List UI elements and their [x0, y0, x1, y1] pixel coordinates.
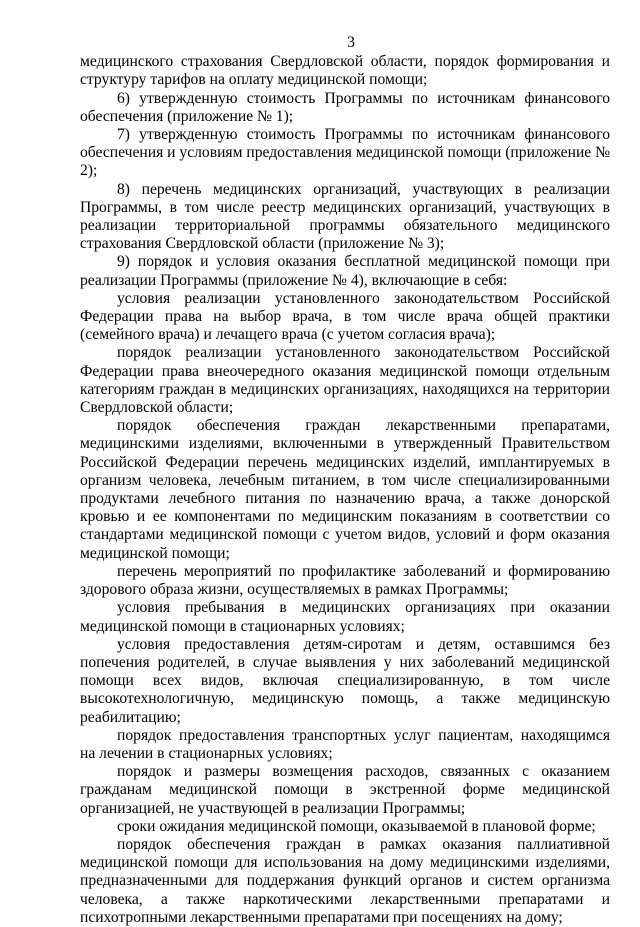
page-number: 3 [347, 34, 355, 51]
paragraph-priority-care: порядок реализации установленного законодательством Российской Федерации права внеочередного оказания медицинской помощи отдельным категориям граждан в медицинских организациях, находящихся на территории Свердловской области; [80, 344, 610, 417]
paragraph-transport: порядок предоставления транспортных услуг пациентам, находящимся на лечении в стационарных условиях; [80, 726, 610, 762]
paragraph-emergency-costs: порядок и размеры возмещения расходов, связанных с оказанием гражданам медицинской помощи в экстренной форме медицинской организацией, не участвующей в реализации Программы; [80, 763, 610, 817]
paragraph-orphans-care: условия предоставления детям-сиротам и детям, оставшимся без попечения родителей, в случае выявления у них заболеваний медицинской помощи всех видов, включая специализированную, в том числе высокотехнологичную, медицинскую помощь, а также медицинскую реабилитацию; [80, 635, 610, 726]
paragraph-medication-supply: порядок обеспечения граждан лекарственными препаратами, медицинскими изделиями, включенными в утвержденный Правительством Российской Федерации перечень медицинских изделий, имплантируемых в организм человека, лечебным питанием, в том числе специализированными продуктами лечебного питания по назначению врача, а также донорской кровью и ее компонентами по медицинским показаниям в соответствии со стандартами медицинской помощи с учетом видов, условий и форм оказания медицинской помощи; [80, 417, 610, 562]
paragraph-prevention: перечень мероприятий по профилактике заболеваний и формированию здорового образа жизни, осуществляемых в рамках Программы; [80, 562, 610, 599]
paragraph-continued: медицинского страхования Свердловской области, порядок формирования и структуру тарифов на оплату медицинской помощи; [80, 53, 610, 89]
paragraph-item-7: 7) утвержденную стоимость Программы по источникам финансового обеспечения и условиям предоставления медицинской помощи (приложение № 2); [80, 126, 610, 180]
document-page [80, 34, 610, 927]
paragraph-waiting-times: сроки ожидания медицинской помощи, оказываемой в плановой форме; [117, 817, 596, 835]
paragraph-doctor-choice: условия реализации установленного законодательством Российской Федерации права на выбор врача, в том числе врача общей практики (семейного врача) и лечащего врача (с учетом согласия врача); [80, 289, 610, 344]
paragraph-item-8: 8) перечень медицинских организаций, участвующих в реализации Программы, в том числе реестр медицинских организаций, участвующих в реализации территориальной программы обязательного медицинского страхования Свердловской области (приложение № 3); [80, 180, 610, 253]
paragraph-inpatient-conditions: условия пребывания в медицинских организациях при оказании медицинской помощи в стационарных условиях; [80, 599, 610, 635]
paragraph-palliative-care: порядок обеспечения граждан в рамках оказания паллиативной медицинской помощи для использования на дому медицинскими изделиями, предназначенными для поддержания функций органов и систем организма человека, а также наркотическими лекарственными препаратами и психотропными лекарственными препаратами при посещениях на дому; [80, 835, 610, 926]
paragraph-item-9: 9) порядок и условия оказания бесплатной медицинской помощи при реализации Программы (приложение № 4), включающие в себя: [80, 253, 610, 289]
paragraph-item-6: 6) утвержденную стоимость Программы по источникам финансового обеспечения (приложение № 1); [80, 89, 610, 125]
